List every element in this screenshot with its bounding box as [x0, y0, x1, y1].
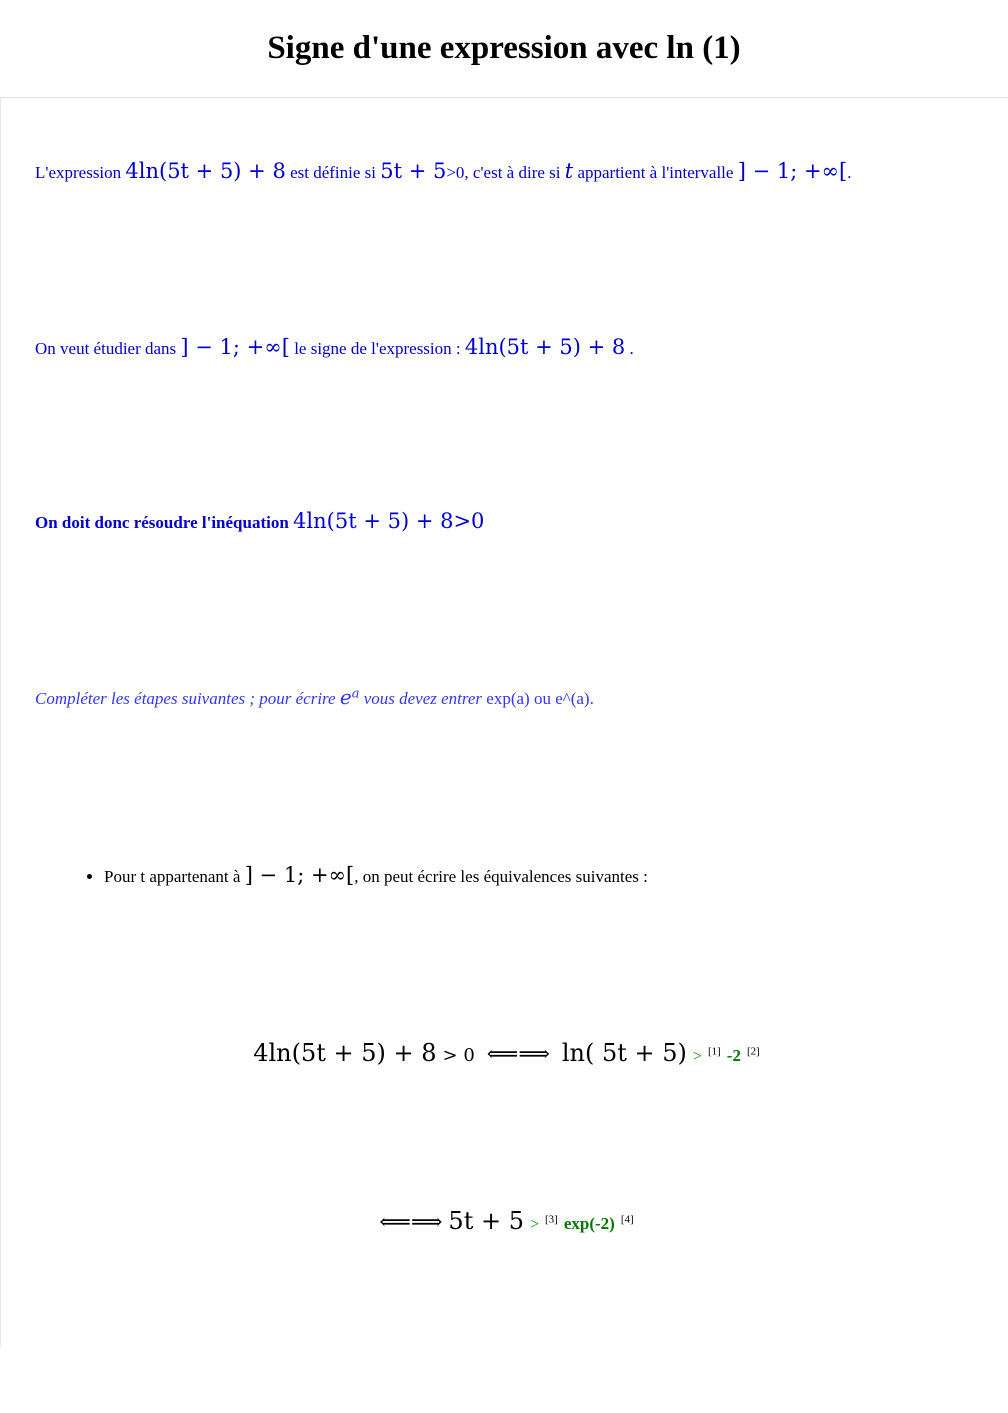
- page-title: Signe d'une expression avec ln (1): [267, 30, 741, 66]
- inequation-relation: >0: [453, 509, 485, 534]
- instructions-exp-base: e: [339, 685, 352, 710]
- inequation-label: On doit donc résoudre l'inéquation: [35, 513, 294, 533]
- paragraph-definition: [35, 158, 978, 185]
- equation2-left: 5t + 5: [448, 1206, 524, 1235]
- equation-line-1: [35, 1039, 978, 1067]
- instructions-text-1: Compléter les étapes suivantes ; pour écrire: [35, 689, 340, 709]
- definition-text-4: appartient à l'intervalle: [573, 163, 738, 182]
- definition-expression-1: 4ln(5t + 5) + 8: [125, 159, 286, 183]
- study-expression: 4ln(5t + 5) + 8: [464, 335, 626, 360]
- definition-text-3: >0, c'est à dire si: [446, 163, 565, 182]
- equation1-relation: > 0: [442, 1044, 475, 1066]
- equation1-answer-2[interactable]: -2: [726, 1045, 741, 1065]
- paragraph-study: [35, 335, 978, 359]
- study-text-2: le signe de l'expression :: [289, 339, 465, 359]
- equivalences-list: [80, 861, 978, 890]
- equation2-ref-1: [3]: [545, 1213, 558, 1226]
- bullet-text-2: , on peut écrire les équivalences suivantes :: [354, 867, 648, 887]
- equivalence-arrow-icon: ⟸⟹: [486, 1041, 550, 1067]
- equivalence-arrow-icon-2: ⟸⟹: [379, 1209, 443, 1235]
- bullet-interval: ] − 1; +∞[: [244, 863, 355, 888]
- equation2-answer-1[interactable]: >: [529, 1215, 540, 1233]
- equation2-ref-2: [4]: [620, 1213, 634, 1226]
- definition-text-5: .: [847, 163, 852, 182]
- instructions-text-3: exp(a) ou e^(a).: [486, 689, 594, 709]
- exercise-content-frame: [0, 97, 1008, 1347]
- study-text-1: On veut étudier dans: [35, 339, 181, 359]
- instructions-exp-power: a: [351, 686, 360, 702]
- equation1-ref-1: [1]: [707, 1045, 721, 1058]
- inequation-expression: 4ln(5t + 5) + 8: [293, 509, 454, 534]
- equation1-left: 4ln(5t + 5) + 8: [253, 1038, 437, 1067]
- definition-interval: ] − 1; +∞[: [737, 159, 848, 183]
- study-interval: ] − 1; +∞[: [180, 335, 290, 360]
- bullet-list-block: [35, 861, 978, 890]
- equation1-right: ln( 5t + 5): [561, 1038, 687, 1067]
- bullet-text-1: Pour t appartenant à: [104, 867, 245, 887]
- definition-text-1: L'expression: [35, 163, 126, 182]
- definition-expression-2: 5t + 5: [380, 159, 447, 183]
- equation-line-2: [35, 1207, 978, 1235]
- definition-variable: t: [564, 159, 574, 183]
- paragraph-instructions: [35, 685, 978, 709]
- paragraph-inequation: [35, 509, 978, 533]
- study-text-3: .: [625, 339, 634, 359]
- definition-text-2: est définie si: [285, 163, 381, 182]
- equation1-answer-1[interactable]: >: [692, 1047, 702, 1065]
- equation2-answer-2[interactable]: exp(-2): [563, 1213, 615, 1233]
- equation1-ref-2: [2]: [746, 1045, 760, 1058]
- list-item: [104, 861, 978, 890]
- instructions-text-2: vous devez entrer: [359, 689, 487, 709]
